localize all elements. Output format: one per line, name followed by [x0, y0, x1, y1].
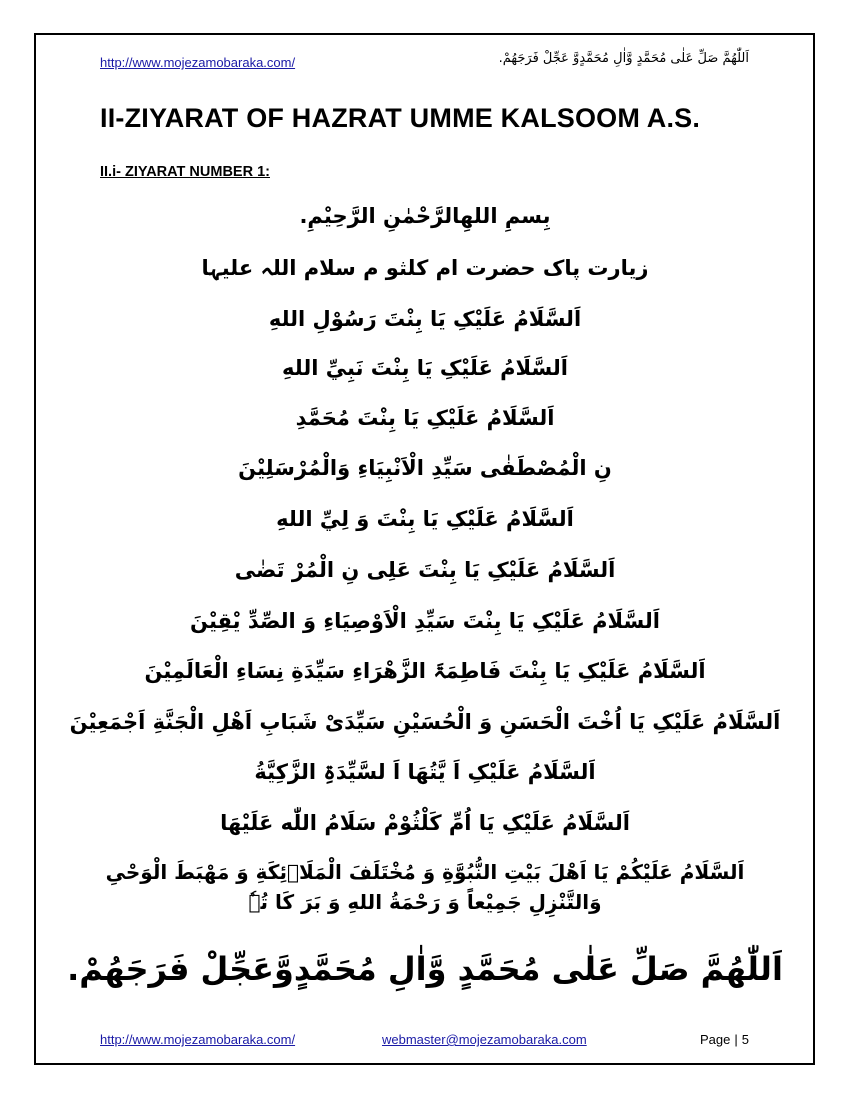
page-title: II-ZIYARAT OF HAZRAT UMME KALSOOM A.S.: [100, 103, 701, 133]
page-separator: |: [734, 1032, 738, 1047]
bismillah-line: بِسمِ اللهِالرَّحْمٰنِ الرَّحِيْمِ.: [299, 204, 551, 228]
closing-salawat: اَللّٰهُمَّ صَلِّ عَلٰی مُحَمَّدٍ وَّاٰلِ مُحَمَّدٍوَّعَجِّلْ فَرَجَهُمْ.: [67, 950, 783, 988]
ziyarat-final-verse-line2: وَالتَّنْزِلِ جَمِيْعاً وَ رَحْمَةُ اللهِ وَ بَرَ کَا تُہٗ: [248, 890, 602, 914]
ziyarat-verse: نِ الْمُصْطَفٰی سَيِّدِ الْاَنْبِيَاءِ وَالْمُرْسَلِيْنَ: [238, 456, 612, 480]
ziyarat-verse: اَلسَّلَامُ عَلَيْکِ يَا بِنْتَ مُحَمَّدِ: [295, 406, 555, 430]
header-website-link[interactable]: http://www.mojezamobaraka.com/: [100, 55, 296, 70]
ziyarat-final-verse-line1: اَلسَّلَامُ عَلَيْکُمْ يَا اَهْلَ بَيْتِ النُّبُوَّةِ وَ مُخْتَلَفَ الْمَلَاۤئِکَةِ وَ مَهْبَطَ الْوَحْیِ: [105, 860, 745, 884]
ziyarat-verse: اَلسَّلَامُ عَلَيْکِ اَ يَّتُهَا اَ لسَّيِّدَۃِ الزَّکِيَّةُ: [254, 760, 596, 784]
page-label: Page: [700, 1032, 731, 1047]
ziyarat-verse: اَلسَّلَامُ عَلَيْکِ يَا بِنْتَ نَبِيِّ اللهِ: [282, 356, 568, 380]
ziyarat-verse: اَلسَّلَامُ عَلَيْکِ يَا بِنْتَ رَسُوْلِ اللهِ: [268, 307, 582, 331]
ziyarat-verse: اَلسَّلَامُ عَلَيْکِ يَا بِنْتَ سَيِّدِ الْاَوْصِيَاءِ وَ الصِّدِّ يْقِيْنَ: [190, 609, 660, 633]
section-heading: II.i- ZIYARAT NUMBER 1:: [100, 164, 270, 180]
ziyarat-verse: اَلسَّلَامُ عَلَيْکِ يَا اُمِّ کَلْثُوْمْ سَلَامُ اللّٰه عَلَيْهَا: [220, 811, 630, 835]
ziyarat-verse: اَلسَّلَامُ عَلَيْکِ يَا بِنْتَ عَلِی نِ الْمُرْ تَضٰی: [234, 558, 616, 582]
ziyarat-heading-urdu: زیارت پاک حضرت ام کلثو م سلام اللہ علیہا: [201, 256, 649, 280]
page-number: [700, 1032, 749, 1047]
header-salawat: اَللّٰهُمَّ صَلِّ عَلٰی مُحَمَّدٍ وَّاٰلِ مُحَمَّدٍوَّ عَجِّلْ فَرَجَهُمْ.: [498, 51, 749, 66]
ziyarat-verse: اَلسَّلَامُ عَلَيْکِ يَا بِنْتَ فَاطِمَۃَ الزَّهْرَاءِ سَيِّدَةِ نِسَاءِ الْعَالَمِيْنَ: [144, 659, 706, 683]
page-number-value: 5: [741, 1032, 749, 1047]
ziyarat-verse: اَلسَّلَامُ عَلَيْکِ يَا بِنْتَ وَ لِيِّ اللهِ: [276, 507, 574, 531]
footer-email-link[interactable]: webmaster@mojezamobaraka.com: [382, 1032, 587, 1047]
footer-website-link[interactable]: http://www.mojezamobaraka.com/: [100, 1032, 296, 1047]
ziyarat-final-verse: [60, 857, 790, 917]
ziyarat-verse: اَلسَّلَامُ عَلَيْکِ يَا اُخْتَ الْحَسَنِ وَ الْحُسَيْنِ سَيِّدَیْ شَبَابِ اَهْلِ الْجَنَّةِ اَجْمَعِيْنَ: [69, 710, 781, 734]
